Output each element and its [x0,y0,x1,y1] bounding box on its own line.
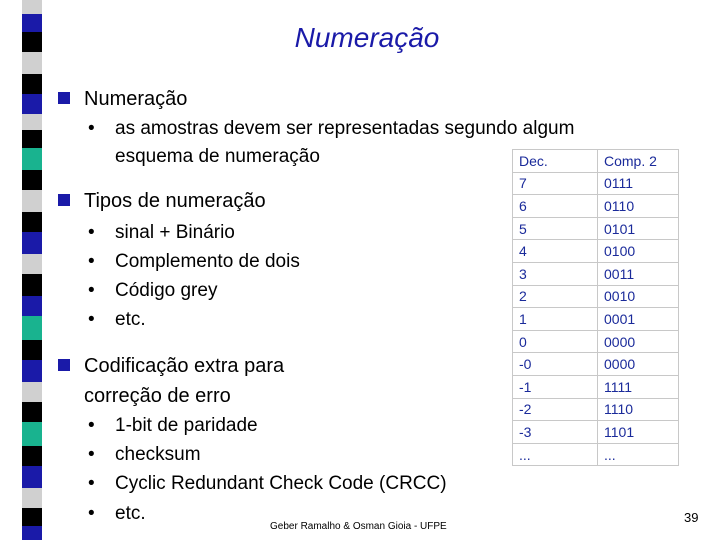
table-row [513,375,679,398]
table-cell: 0101 [598,217,679,240]
table-row [513,217,679,240]
table-cell: 0001 [598,308,679,331]
bullet-text: 1-bit de paridade [115,415,258,436]
bullet-text: esquema de numeração [115,146,320,167]
bullet-icon: • [88,309,95,330]
table-cell: 4 [513,240,598,263]
footer-credit: Geber Ramalho & Osman Gioia - UFPE [270,521,447,532]
table-cell: 0111 [598,172,679,195]
table-cell: 3 [513,262,598,285]
table-row [513,308,679,331]
table-cell: 0000 [598,353,679,376]
page-number: 39 [684,510,699,525]
table-cell: 1 [513,308,598,331]
table-cell: 1111 [598,375,679,398]
table-row [513,172,679,195]
table-cell: 5 [513,217,598,240]
bullet-text: as amostras devem ser representadas segundo algum [115,118,575,139]
bullet-icon: • [88,503,95,524]
table-cell: 1101 [598,421,679,444]
table-row [513,398,679,421]
table-cell: 0110 [598,195,679,218]
table-cell: 0100 [598,240,679,263]
table-row [513,285,679,308]
bullet-text: checksum [115,444,201,465]
complement-code-table [512,149,679,466]
table-cell: -0 [513,353,598,376]
table-row [513,240,679,263]
bullet-text: Complemento de dois [115,251,300,272]
square-bullet-icon [58,92,70,104]
table-cell: 0 [513,330,598,353]
section-heading: Numeração [84,88,188,110]
square-bullet-icon [58,194,70,206]
table-cell: ... [598,443,679,466]
table-row [513,421,679,444]
table-row [513,330,679,353]
table-cell: ... [513,443,598,466]
decorative-side-strip [22,0,42,540]
bullet-text: sinal + Binário [115,222,235,243]
table-row [513,443,679,466]
table-cell: 7 [513,172,598,195]
table-cell: -3 [513,421,598,444]
bullet-icon: • [88,444,95,465]
square-bullet-icon [58,359,70,371]
section-heading: correção de erro [84,385,231,407]
slide-title: Numeração [294,22,440,53]
section-heading: Tipos de numeração [84,190,266,212]
table-row [513,195,679,218]
bullet-icon: • [88,222,95,243]
table-cell: 2 [513,285,598,308]
table-header-row [513,150,679,173]
bullet-text: etc. [115,309,146,330]
bullet-icon: • [88,280,95,301]
table-cell: 0000 [598,330,679,353]
table-cell: 0010 [598,285,679,308]
table-cell: -1 [513,375,598,398]
bullet-text: Cyclic Redundant Check Code (CRCC) [115,473,447,494]
bullet-text: Código grey [115,280,218,301]
table-cell: 1110 [598,398,679,421]
bullet-text: etc. [115,503,146,524]
table-header-cell: Comp. 2 [598,150,679,173]
section-heading: Codificação extra para [84,355,285,377]
bullet-icon: • [88,118,95,139]
table-cell: -2 [513,398,598,421]
bullet-icon: • [88,415,95,436]
table-cell: 0011 [598,262,679,285]
table-header-cell: Dec. [513,150,598,173]
bullet-icon: • [88,251,95,272]
bullet-icon: • [88,473,95,494]
table-row [513,262,679,285]
table-cell: 6 [513,195,598,218]
table-row [513,353,679,376]
